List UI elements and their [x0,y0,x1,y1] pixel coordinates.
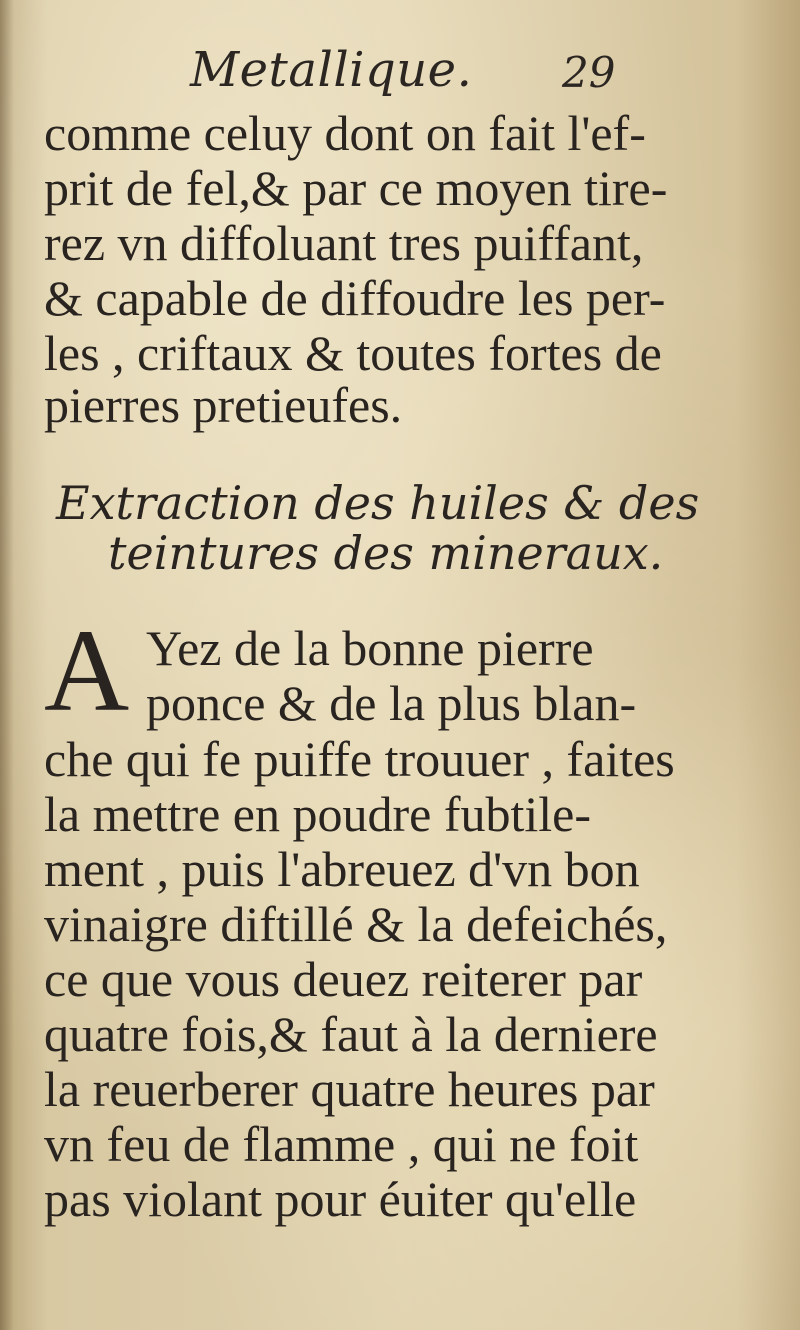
page-number: 29 [562,48,616,97]
text-line: ce que vous deuez reiterer par [44,951,643,1007]
text-line: la mettre en poudre fubtile- [44,786,591,842]
section-heading-line: Extraction des huiles & des [56,476,700,530]
text-line: Yez de la bonne pierre [146,620,594,676]
text-line: & capable de diffoudre les per- [44,270,666,326]
text-line: prit de fel,& par ce moyen tire- [44,160,668,216]
text-line: la reuerberer quatre heures par [44,1061,655,1117]
text-line: ment , puis l'abreuez d'vn bon [44,841,640,897]
drop-cap: A [44,605,130,736]
text-line: vn feu de flamme , qui ne foit [44,1116,639,1172]
text-line: quatre fois,& faut à la derniere [44,1006,658,1062]
text-line: les , criftaux & toutes fortes de [44,325,662,381]
text-line: comme celuy dont on fait l'ef- [44,105,646,161]
text-line: vinaigre diftillé & la defeichés, [44,896,668,952]
text-line: che qui fe puiffe trouuer , faites [44,731,675,787]
running-title: Metallique. [190,42,473,98]
text-line: ponce & de la plus blan- [146,675,637,731]
page-edge-shadow [0,0,14,1330]
text-line: pas violant pour éuiter qu'elle [44,1171,637,1227]
section-heading-line: teintures des mineraux. [108,526,664,580]
text-line: rez vn diffoluant tres puiffant, [44,215,644,271]
text-line: pierres pretieufes. [44,377,403,433]
